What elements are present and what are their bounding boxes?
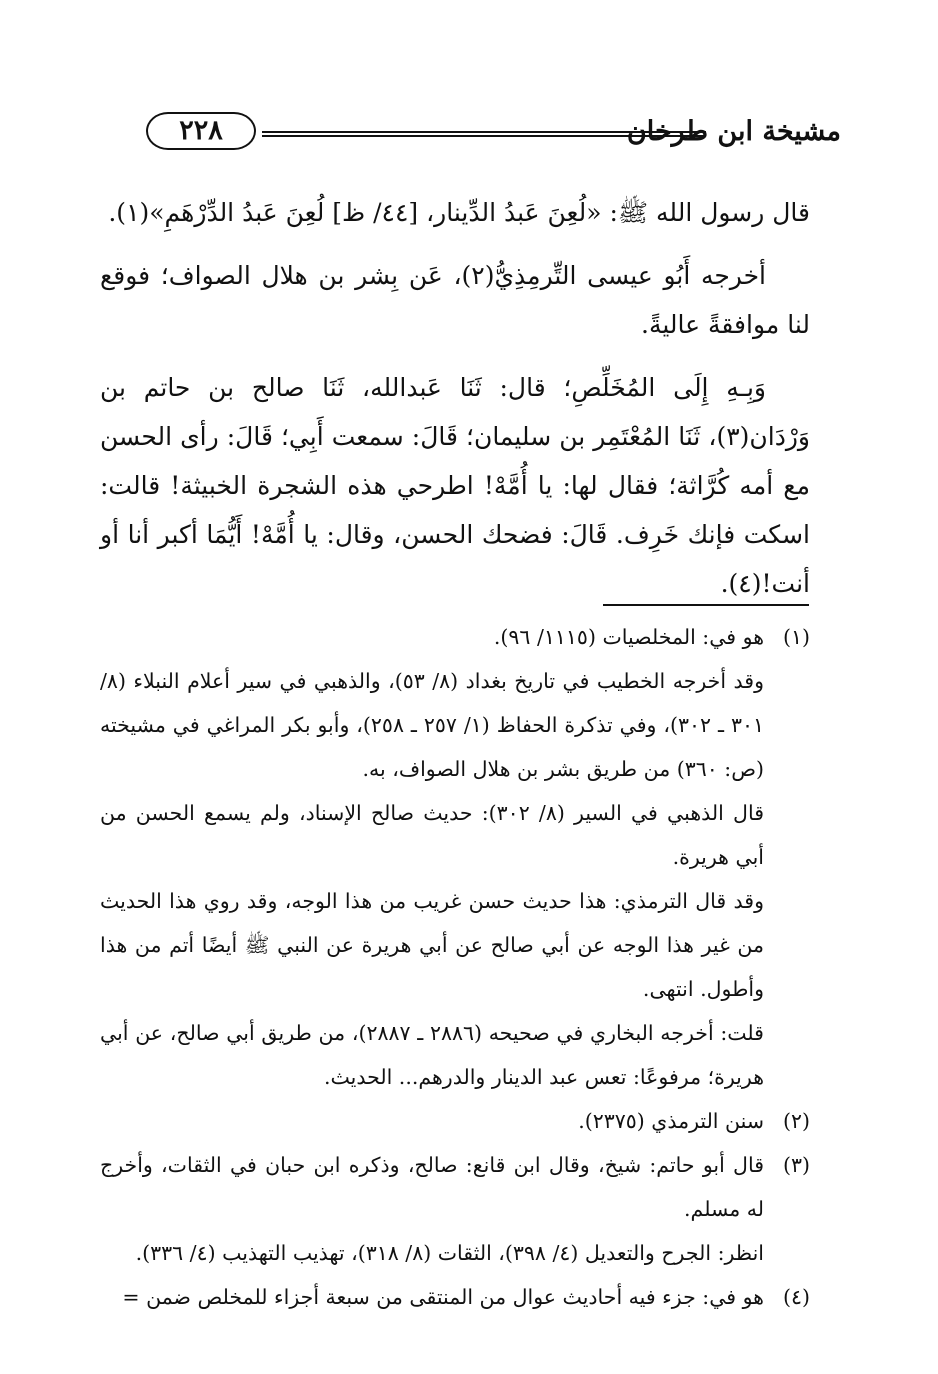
footnote-number: (٢): [782, 1109, 810, 1133]
footnotes: [100, 615, 810, 1319]
header-double-rule: [262, 131, 706, 137]
paragraph-hadith: قال رسول الله ﷺ: «لُعِنَ عَبدُ الدِّينار، [٤٤/ ظ] لُعِنَ عَبدُ الدِّرْهَمِ»(١).: [108, 198, 810, 227]
footnote-text: هو في: جزء فيه أحاديث عوال من المنتقى من سبعة أجزاء للمخلص ضمن =: [122, 1285, 764, 1309]
footnote-continuation: انظر: الجرح والتعديل (٤/ ٣٩٨)، الثقات (٨/ ٣١٨)، تهذيب التهذيب (٤/ ٣٣٦).: [135, 1241, 764, 1265]
footnote-number: (٤): [782, 1285, 810, 1309]
running-title: مشيخة ابن طرخان: [626, 116, 841, 147]
footnote-continuation: وقد أخرجه الخطيب في تاريخ بغداد (٨/ ٥٣)، والذهبي في سير أعلام النبلاء (٨/ ٣٠١ ـ ٣٠٢)، وفي تذكرة الحفاظ (١/ ٢٥٧ ـ ٢٥٨)، وأبو بكر المراغي في مشيخته (ص: ٣٦٠) من طريق بشر بن هلال الصواف، به.: [100, 669, 764, 781]
footnote-number: (١): [782, 625, 810, 649]
footnote-text: سنن الترمذي (٢٣٧٥).: [578, 1109, 764, 1133]
footnote-separator: [603, 604, 809, 606]
page-number: ٢٢٨: [146, 112, 256, 150]
footnote-text: قال أبو حاتم: شيخ، وقال ابن قانع: صالح، وذكره ابن حبان في الثقات، وأخرج له مسلم.: [100, 1153, 764, 1221]
main-text: [100, 188, 810, 622]
footnote-2: [100, 1099, 810, 1143]
footnote-text: هو في: المخلصيات (١١١٥/ ٩٦).: [493, 625, 764, 649]
paragraph-takhrij: أخرجه أَبُو عيسى التِّرمِذِيُّ(٢)، عَن بِشر بن هلال الصواف؛ فوقع لنا موافقةً عاليةً.: [100, 261, 810, 339]
footnote-continuation: قلت: أخرجه البخاري في صحيحه (٢٨٨٦ ـ ٢٨٨٧)، من طريق أبي صالح، عن أبي هريرة؛ مرفوعًا: تعس عبد الدينار والدرهم... الحديث.: [100, 1021, 764, 1089]
paragraph-isnad-story: وَبِـهِ إِلَى المُخَلِّصِ؛ قال: ثَنَا عَبدالله، ثَنَا صالح بن حاتم بن وَرْدَان(٣)، ثَنَا المُعْتَمِر بن سليمان؛ قَالَ: سمعت أَبِي؛ قَالَ: رأى الحسن مع أمه كُرَّاثة؛ فقال لها: يا أُمَّهْ! اطرحي هذه الشجرة الخبيثة! قالت: اسكت فإنك خَرِف. قَالَ: فضحك الحسن، وقال: يا أُمَّهْ! أَيُّمَا أكبر أنا أو أنت!(٤).: [100, 373, 810, 598]
footnote-4: [100, 1275, 810, 1319]
footnote-3: [100, 1143, 810, 1231]
footnote-continuation: قال الذهبي في السير (٨/ ٣٠٢): حديث صالح الإسناد، ولم يسمع الحسن من أبي هريرة.: [100, 801, 764, 869]
footnote-continuation: وقد قال الترمذي: هذا حديث حسن غريب من هذا الوجه، وقد روي هذا الحديث من غير هذا الوجه عن أبي صالح عن أبي هريرة عن النبي ﷺ أيضًا أتم من هذا وأطول. انتهى.: [100, 889, 764, 1001]
footnote-1: [100, 615, 810, 659]
footnote-number: (٣): [782, 1153, 810, 1177]
